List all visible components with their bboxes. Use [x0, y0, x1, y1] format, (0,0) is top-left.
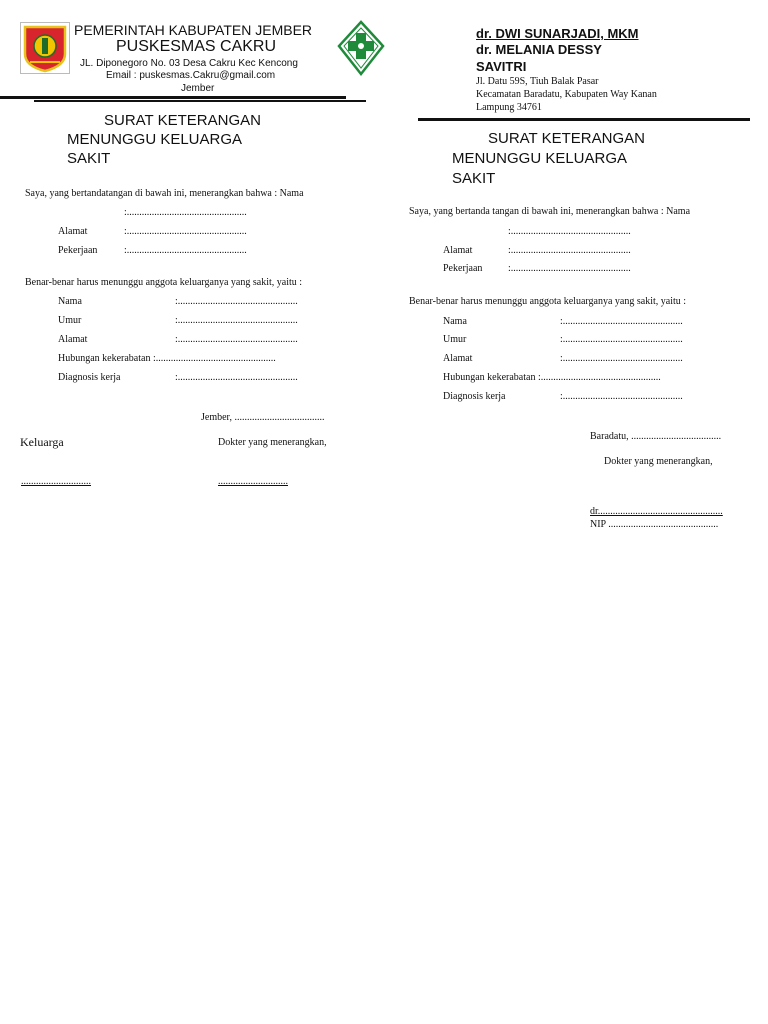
left-patient-name-label: Nama — [58, 296, 82, 307]
right-doctor-1: dr. DWI SUNARJADI, MKM — [476, 26, 639, 41]
left-doctor-label: Dokter yang menerangkan, — [218, 437, 327, 448]
right-signer-job-value: :................................................ — [508, 263, 631, 274]
left-signer-job-value: :................................................ — [124, 245, 247, 256]
header-puskesmas: PUSKESMAS CAKRU — [116, 38, 277, 55]
right-patient-name-value: :................................................ — [560, 316, 683, 327]
right-patient-age-label: Umur — [443, 334, 467, 345]
left-patient-age-value: :................................................ — [175, 315, 298, 326]
right-statement: Benar-benar harus menunggu anggota keluarganya yang sakit, yaitu : — [409, 296, 687, 307]
right-patient-relation: Hubungan kekerabatan :................................................ — [443, 372, 661, 383]
left-title-line-2: MENUNGGU KELUARGA — [67, 131, 243, 148]
right-address-2: Kecamatan Baradatu, Kabupaten Way Kanan — [476, 89, 657, 100]
puskesmas-logo — [337, 20, 385, 76]
right-signer-address-value: :................................................ — [508, 245, 631, 256]
right-doctor-2: dr. MELANIA DESSY — [476, 42, 602, 57]
header-address: JL. Diponegoro No. 03 Desa Cakru Kec Kencong — [80, 58, 298, 69]
right-address-3: Lampung 34761 — [476, 102, 542, 113]
left-header-rule-thick — [0, 96, 346, 99]
right-patient-diagnosis-label: Diagnosis kerja — [443, 391, 506, 402]
left-signer-job-label: Pekerjaan — [58, 245, 98, 256]
left-title-line-1: SURAT KETERANGAN — [104, 112, 261, 129]
right-signer-address-label: Alamat — [443, 245, 473, 256]
left-family-signature-line: ............................ — [21, 476, 91, 487]
right-address-1: Jl. Datu 59S, Tiuh Balak Pasar — [476, 76, 599, 87]
right-doctor-signature-line: dr.................................................. — [590, 506, 723, 517]
left-signer-address-label: Alamat — [58, 226, 88, 237]
left-family-label: Keluarga — [20, 435, 64, 449]
right-doctor-2-cont: SAVITRI — [476, 59, 527, 74]
left-header-rule-thin — [34, 100, 366, 102]
right-signer-name-value: :................................................ — [508, 226, 631, 237]
jember-regency-logo — [20, 22, 70, 74]
left-patient-relation: Hubungan kekerabatan :................................................ — [58, 353, 276, 364]
left-statement: Benar-benar harus menunggu anggota keluarganya yang sakit, yaitu : — [25, 277, 303, 288]
left-patient-diagnosis-value: :................................................ — [175, 372, 298, 383]
header-city: Jember — [181, 83, 215, 94]
left-intro: Saya, yang bertandatangan di bawah ini, menerangkan bahwa : Nama — [25, 188, 304, 199]
right-patient-diagnosis-value: :................................................ — [560, 391, 683, 402]
left-signer-address-value: :................................................ — [124, 226, 247, 237]
header-government: PEMERINTAH KABUPATEN JEMBER — [74, 22, 313, 38]
left-patient-age-label: Umur — [58, 315, 82, 326]
right-title-line-2: MENUNGGU KELUARGA — [452, 150, 628, 167]
right-doctor-label: Dokter yang menerangkan, — [604, 456, 713, 467]
left-doctor-signature-line: ............................ — [218, 476, 288, 487]
right-title-line-1: SURAT KETERANGAN — [488, 130, 645, 147]
left-place-date: Jember, .................................... — [201, 412, 325, 423]
header-email: Email : puskesmas.Cakru@gmail.com — [106, 70, 276, 81]
right-nip-line: NIP ............................................ — [590, 519, 719, 530]
right-patient-address-label: Alamat — [443, 353, 473, 364]
right-signer-job-label: Pekerjaan — [443, 263, 483, 274]
left-title-line-3: SAKIT — [67, 150, 111, 167]
right-header-rule-thick — [418, 118, 750, 121]
right-patient-name-label: Nama — [443, 316, 467, 327]
left-patient-diagnosis-label: Diagnosis kerja — [58, 372, 121, 383]
right-intro: Saya, yang bertanda tangan di bawah ini, menerangkan bahwa : Nama — [409, 206, 691, 217]
left-patient-name-value: :................................................ — [175, 296, 298, 307]
right-title-line-3: SAKIT — [452, 170, 496, 187]
right-place-date: Baradatu, .................................... — [590, 431, 722, 442]
left-signer-name-value: :................................................ — [124, 207, 247, 218]
right-patient-address-value: :................................................ — [560, 353, 683, 364]
left-patient-address-label: Alamat — [58, 334, 88, 345]
right-patient-age-value: :................................................ — [560, 334, 683, 345]
left-patient-address-value: :................................................ — [175, 334, 298, 345]
